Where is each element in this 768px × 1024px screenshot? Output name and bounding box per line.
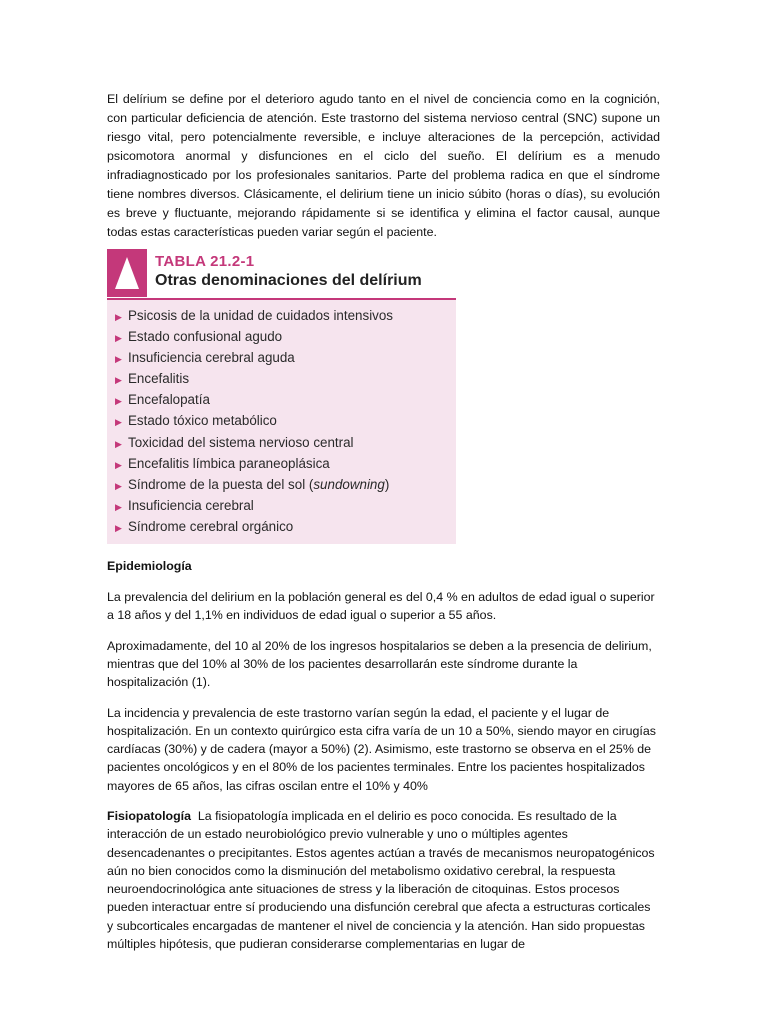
table-list-item-main: Estado confusional agudo xyxy=(128,329,283,345)
table-number: TABLA 21.2-1 xyxy=(155,253,255,270)
table-list-item xyxy=(115,348,456,369)
table-list-item-text xyxy=(128,517,293,538)
table-list-item-text xyxy=(128,369,189,390)
table-list-item-text xyxy=(128,306,393,327)
triangle-bullet-icon: ▶ xyxy=(115,333,122,344)
triangle-bullet-icon: ▶ xyxy=(115,312,122,322)
table-title: Otras denominaciones del delírium xyxy=(155,272,422,289)
table-header xyxy=(107,249,456,297)
table-list-item-text xyxy=(128,433,354,454)
table-list-item-text xyxy=(128,496,254,517)
table-list-item-after: ) xyxy=(384,476,390,492)
physiopathology-text: La fisiopatología implicada en el delirio es poco conocida. Es resultado de la interacción de un estado neurobiológico previo vulnerable y uno o múltiples agentes desencadenantes o precipitantes. Estos agentes actúan a través de mecanismos neuropatogénicos aún no bien conocidos como la disminución del metabolismo oxidativo cerebral, la respuesta neuroendocrinológica ante situaciones de stress y la liberación de citoquinas. Estos procesos pueden interactuar entre sí produciendo una disfunción cerebral que afecta a estructuras corticales y subcorticales encargadas de mantener el nivel de conciencia y la atención. Han sido propuestas múltiples hipótesis, que pudieran considerarse complementarias en lugar de xyxy=(107,809,659,952)
table-list-item xyxy=(115,496,456,517)
table-list-item xyxy=(115,433,456,454)
table-list-item xyxy=(115,475,456,496)
document-content xyxy=(107,90,660,953)
table-list-item xyxy=(115,369,456,390)
table-21-2-1 xyxy=(107,249,456,544)
table-list-item-italic: sundowning xyxy=(313,476,385,492)
table-list-item-main: Encefalitis xyxy=(128,371,190,387)
table-list-item xyxy=(115,517,456,538)
triangle-bullet-icon: ▶ xyxy=(115,438,122,449)
triangle-bullet-icon: ▶ xyxy=(115,417,122,428)
physiopathology-paragraph xyxy=(107,807,660,953)
triangle-bullet-icon: ▶ xyxy=(115,396,122,407)
epidemiology-heading: Epidemiología xyxy=(107,559,192,574)
table-list-item-text xyxy=(128,327,282,348)
table-marker-icon xyxy=(107,249,147,297)
table-list-item-main: Estado tóxico metabólico xyxy=(128,413,277,429)
triangle-bullet-icon: ▶ xyxy=(115,459,122,470)
table-list-item xyxy=(115,327,456,348)
table-titles xyxy=(147,249,422,297)
table-list-item-main: Psicosis de la unidad de cuidados intensivos xyxy=(128,308,394,323)
epidemiology-paragraph-3: La incidencia y prevalencia de este trastorno varían según la edad, el paciente y el lugar de hospitalización. En un contexto quirúrgico esta cifra varía de un 10 a 50%, siendo mayor en cirugías cardíacas (30%) y de cadera (mayor a 50%) (2). Asimismo, este trastorno se observa en el 25% de pacientes oncológicos y en el 80% de los pacientes terminales. Entre los pacientes hospitalizados mayores de 65 años, las cifras oscilan entre el 10% y 40% xyxy=(107,705,656,793)
table-list-item-main: Insuficiencia cerebral xyxy=(128,497,254,513)
table-list-item-text xyxy=(128,475,389,496)
table-list-item-main: Síndrome cerebral orgánico xyxy=(128,518,294,534)
table-list-item xyxy=(115,411,456,432)
table-list-item-main: Encefalopatía xyxy=(128,392,210,408)
epidemiology-paragraph-1: La prevalencia del delirium en la población general es del 0,4 % en adultos de edad igual o superior a 18 años y del 1,1% en individuos de edad igual o superior a 55 años. xyxy=(107,590,655,623)
triangle-bullet-icon: ▶ xyxy=(115,375,122,386)
table-list-item xyxy=(115,390,456,411)
table-list-item-main: Toxicidad del sistema nervioso central xyxy=(128,434,354,450)
table-list-item-main: Síndrome de la puesta del sol ( xyxy=(128,476,314,492)
triangle-bullet-icon: ▶ xyxy=(115,354,122,365)
triangle-bullet-icon: ▶ xyxy=(115,501,122,512)
table-list-item-main: Insuficiencia cerebral aguda xyxy=(128,350,295,366)
table-list-item-text xyxy=(128,411,277,432)
epidemiology-paragraph-2: Aproximadamente, del 10 al 20% de los ingresos hospitalarios se deben a la presencia de delirium, mientras que del 10% al 30% de los pacientes desarrollarán este síndrome durante la hospitalización (1). xyxy=(107,638,652,690)
table-list-item xyxy=(115,306,456,327)
physiopathology-heading: Fisiopatología xyxy=(107,809,191,823)
table-list-item-text xyxy=(128,390,210,411)
table-list-item-main: Encefalitis límbica paraneoplásica xyxy=(128,455,330,471)
triangle-bullet-icon: ▶ xyxy=(115,480,122,491)
table-list xyxy=(115,306,456,538)
intro-paragraph: El delírium se define por el deterioro agudo tanto en el nivel de conciencia como en la cognición, con particular deficiencia de atención. Este trastorno del sistema nervioso central (SNC) supone un riesgo vital, pero potencialmente reversible, e incluye alteraciones de la percepción, actividad psicomotora anormal y disfunciones en el ciclo del sueño. El delírium es a menudo infradiagnosticado por los profesionales sanitarios. Parte del problema radica en que el síndrome tiene nombres diversos. Clásicamente, el delirium tiene un inicio súbito (horas o días), su evolución es breve y fluctuante, mejorando rápidamente si se identifica y elimina el factor causal, aunque todas estas características pueden variar según el paciente. xyxy=(107,92,660,239)
triangle-bullet-icon: ▶ xyxy=(115,522,122,533)
table-list-item xyxy=(115,454,456,475)
table-body xyxy=(107,300,456,544)
table-list-item-text xyxy=(128,348,295,369)
table-list-item-text xyxy=(128,454,330,475)
